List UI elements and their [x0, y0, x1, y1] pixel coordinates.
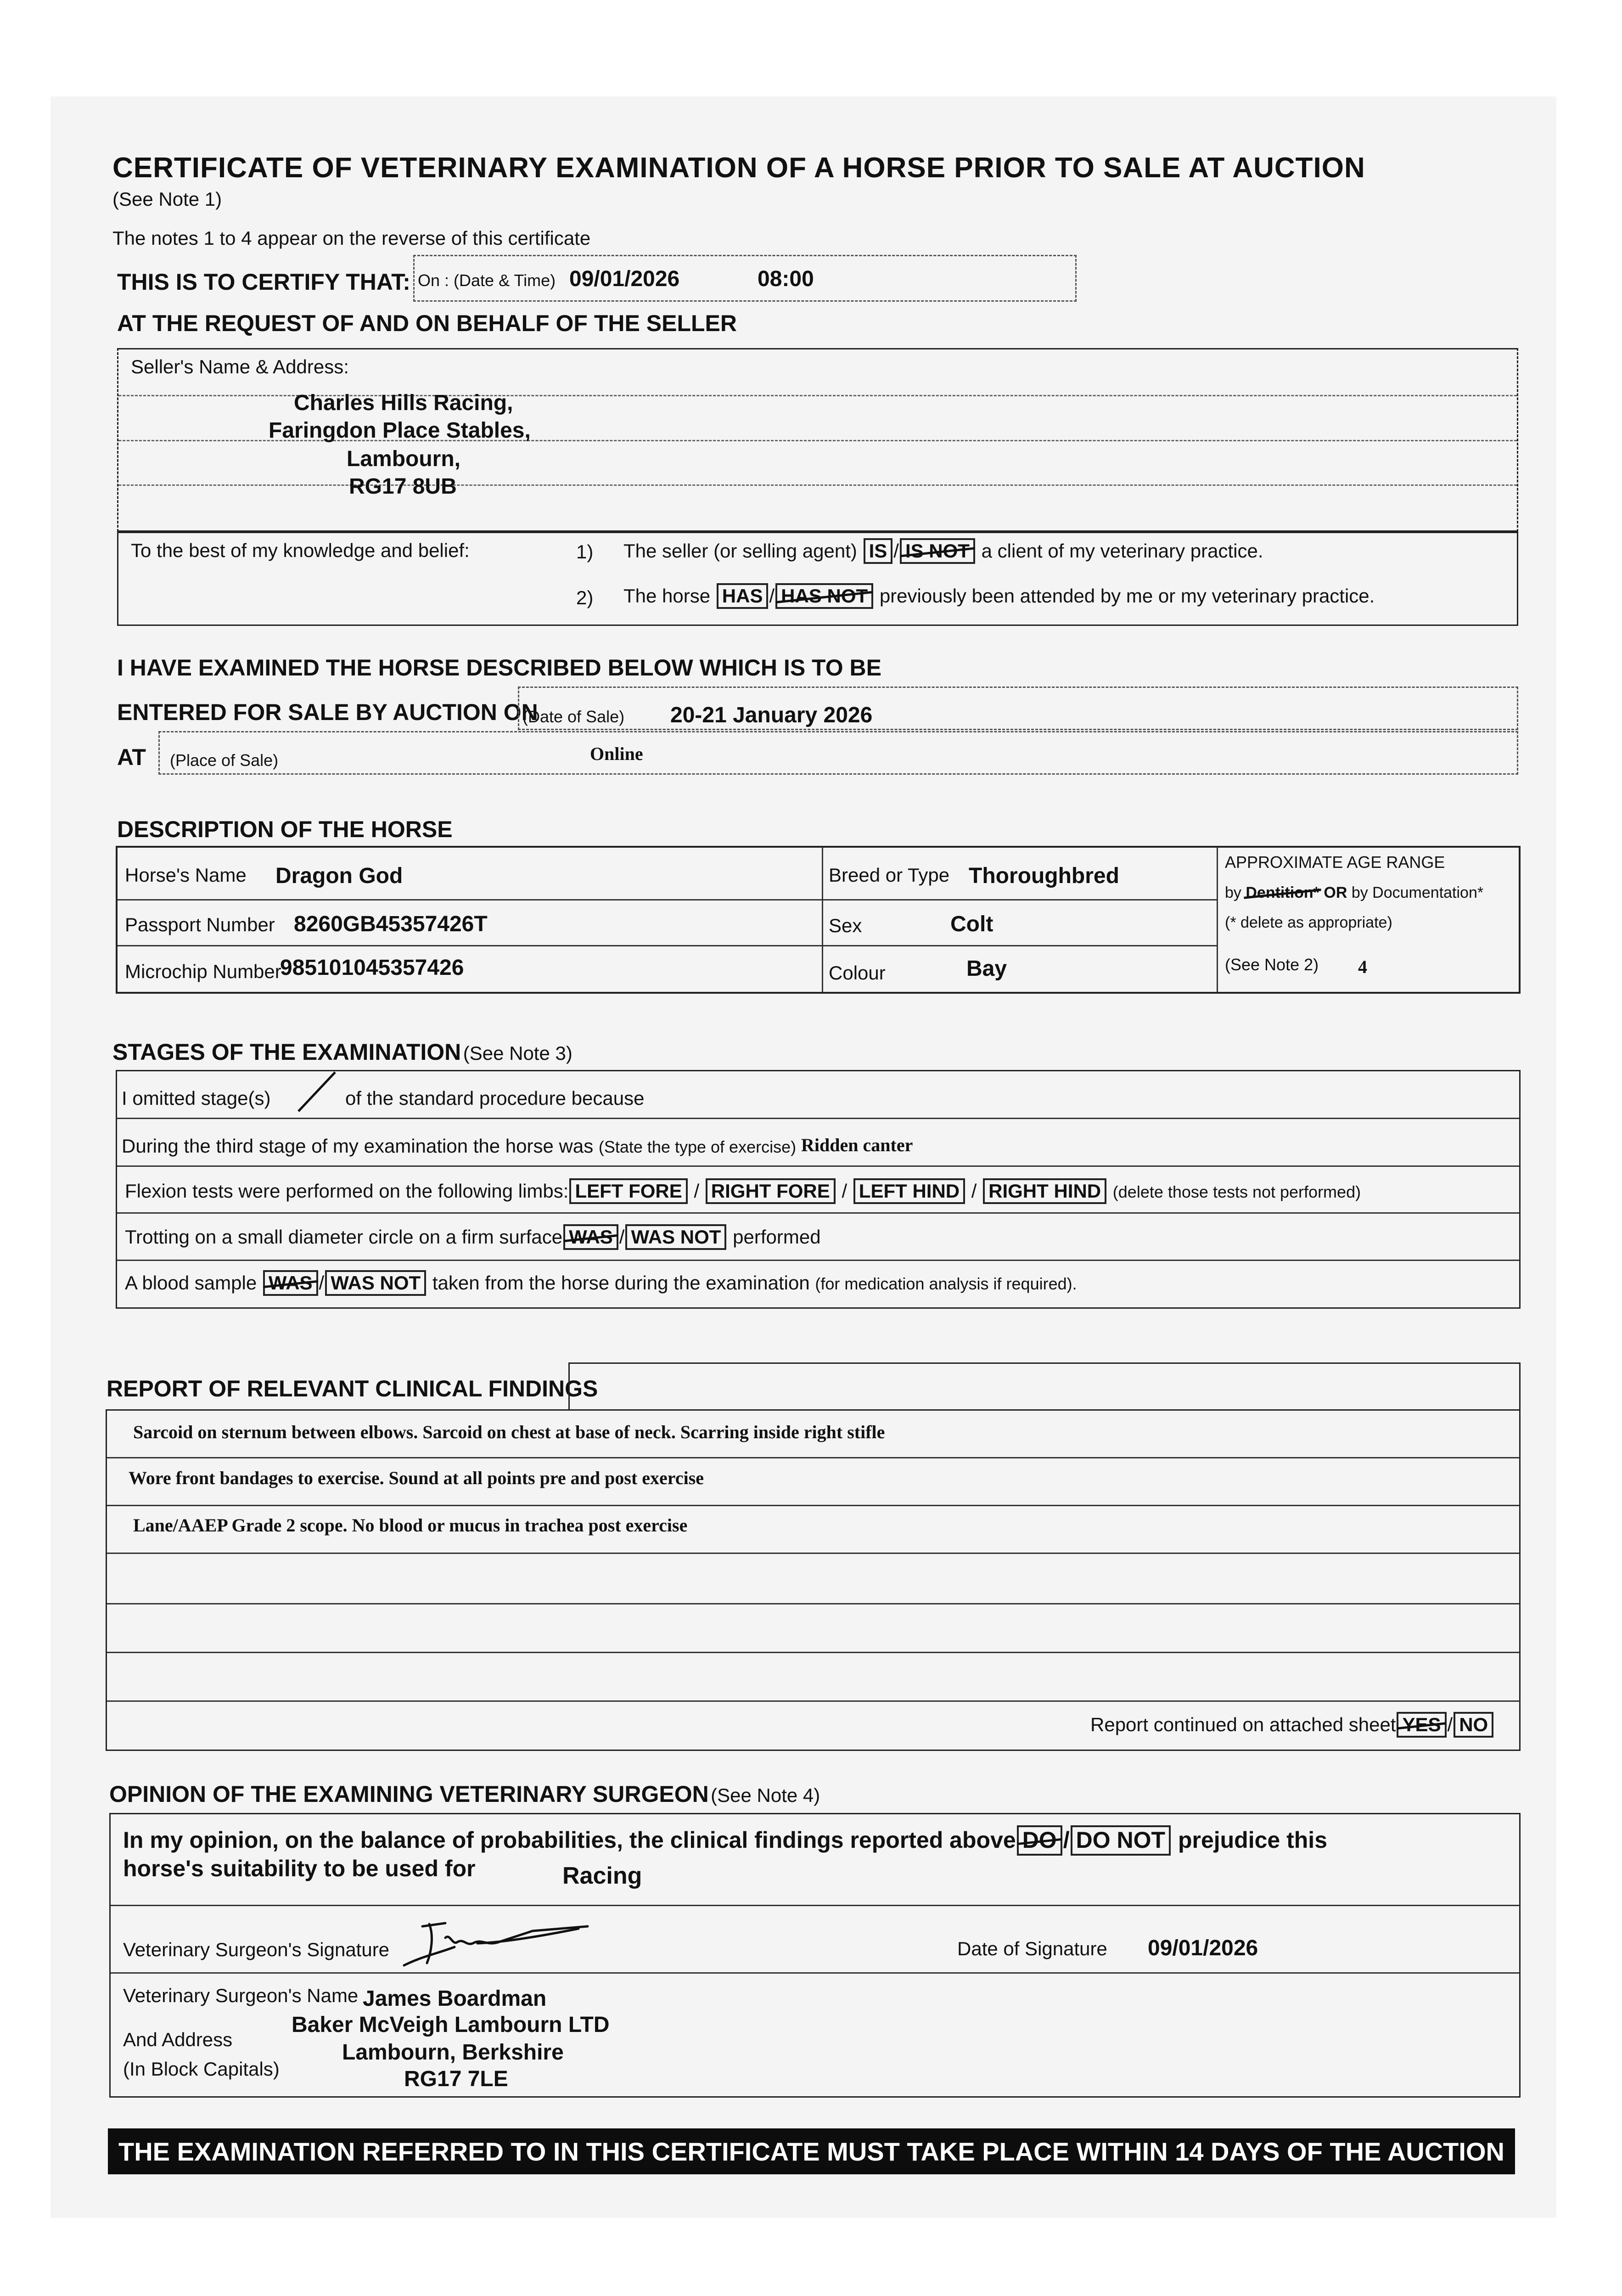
third-stage-note: (State the type of exercise) [598, 1137, 797, 1156]
stages-title: STAGES OF THE EXAMINATION [112, 1039, 461, 1065]
sale-place-label: (Place of Sale) [170, 751, 279, 770]
sale-date-box [518, 687, 1518, 730]
vet-signature[interactable] [395, 1910, 597, 1975]
opinion-line-2: horse's suitability to be used for [123, 1856, 476, 1881]
age-documentation[interactable]: by Documentation* [1351, 884, 1484, 901]
see-note-1: (See Note 1) [112, 188, 222, 210]
age-range-method [1225, 884, 1483, 902]
blood-sep: / [319, 1272, 325, 1294]
blood-was-not[interactable]: WAS NOT [325, 1270, 426, 1296]
knowledge-item-1-number: 1) [576, 541, 594, 563]
third-stage-label: During the third stage of my examination the horse was [122, 1135, 594, 1157]
omitted-stage-label: I omitted stage(s) [122, 1087, 271, 1109]
trotting-label: Trotting on a small diameter circle on a firm surface [125, 1226, 563, 1248]
at-label: AT [117, 744, 146, 770]
continued-no[interactable]: NO [1454, 1712, 1493, 1738]
opinion-sep: / [1063, 1827, 1070, 1853]
report-line-3[interactable]: Lane/AAEP Grade 2 scope. No blood or mucus in trachea post exercise [133, 1515, 688, 1536]
opinion-title-note: (See Note 4) [711, 1784, 820, 1806]
age-value[interactable]: 4 [1358, 957, 1367, 977]
trotting-row [125, 1224, 821, 1250]
blood-sample-row [125, 1270, 1077, 1296]
flexion-sep: / [694, 1180, 700, 1202]
stages-note: (See Note 3) [463, 1042, 572, 1064]
colour-label: Colour [829, 962, 886, 984]
option-separator: / [893, 540, 899, 562]
age-range-title: APPROXIMATE AGE RANGE [1225, 853, 1445, 872]
horse-section-title: DESCRIPTION OF THE HORSE [117, 816, 453, 842]
knowledge-item-2 [623, 583, 1375, 609]
continued-sep: / [1447, 1714, 1453, 1735]
knowledge-label: To the best of my knowledge and belief: [131, 540, 470, 561]
notes-line: The notes 1 to 4 appear on the reverse of this certificate [112, 227, 591, 249]
sex-value[interactable]: Colt [950, 912, 993, 936]
vet-address-line-1[interactable]: Baker McVeigh Lambourn LTD [292, 2013, 610, 2037]
age-dentition-struck[interactable]: Dentition* [1246, 884, 1319, 901]
flexion-label: Flexion tests were performed on the following limbs: [125, 1180, 569, 1202]
age-delete-note: (* delete as appropriate) [1225, 914, 1392, 931]
omitted-stage-suffix: of the standard procedure because [345, 1087, 645, 1109]
age-or: OR [1324, 884, 1347, 901]
report-line-2[interactable]: Wore front bandages to exercise. Sound at all points pre and post exercise [129, 1468, 704, 1488]
report-line-1[interactable]: Sarcoid on sternum between elbows. Sarcoid on chest at base of neck. Scarring inside right stifle [133, 1422, 885, 1442]
third-stage-row [122, 1135, 796, 1157]
knowledge-item-1 [623, 538, 1263, 564]
vet-address-line-3[interactable]: RG17 7LE [404, 2067, 508, 2091]
blood-was[interactable]: WAS [263, 1270, 318, 1296]
colour-value[interactable]: Bay [966, 957, 1007, 981]
examined-label: I HAVE EXAMINED THE HORSE DESCRIBED BELOW WHICH IS TO BE [117, 655, 881, 681]
flexion-left-fore[interactable]: LEFT FORE [569, 1178, 687, 1204]
trotting-suffix: performed [733, 1226, 821, 1248]
vet-name-value[interactable]: James Boardman [363, 1986, 547, 2011]
option-has-not[interactable]: HAS NOT [775, 583, 873, 609]
breed-value[interactable]: Thoroughbred [969, 864, 1119, 888]
seller-address-line-3[interactable]: Lambourn, [347, 447, 460, 471]
certificate-title: CERTIFICATE OF VETERINARY EXAMINATION OF A HORSE PRIOR TO SALE AT AUCTION [112, 152, 1365, 184]
exam-date[interactable]: 09/01/2026 [569, 267, 680, 291]
flexion-sep: / [971, 1180, 977, 1202]
horse-name-value[interactable]: Dragon God [275, 864, 403, 888]
seller-address-line-4[interactable]: RG17 8UB [349, 474, 457, 499]
opinion-title: OPINION OF THE EXAMINING VETERINARY SURGEON [109, 1781, 709, 1807]
sale-date-value[interactable]: 20-21 January 2026 [670, 703, 873, 727]
sale-place-box [158, 731, 1518, 775]
trotting-was[interactable]: WAS [563, 1224, 618, 1250]
opinion-text-suffix: prejudice this [1178, 1827, 1328, 1853]
flexion-delete-note: (delete those tests not performed) [1112, 1182, 1361, 1201]
opinion-line-1 [123, 1825, 1327, 1856]
passport-value[interactable]: 8260GB45357426T [294, 912, 488, 936]
report-title: REPORT OF RELEVANT CLINICAL FINDINGS [107, 1376, 598, 1401]
blood-sample-suffix: taken from the horse during the examination [432, 1272, 810, 1294]
report-continued-label: Report continued on attached sheet [1090, 1714, 1396, 1735]
knowledge-item-2-number: 2) [576, 587, 594, 608]
third-stage-value[interactable]: Ridden canter [801, 1135, 913, 1155]
report-continued-row [1090, 1712, 1494, 1738]
flexion-right-fore[interactable]: RIGHT FORE [706, 1178, 836, 1204]
passport-label: Passport Number [125, 914, 275, 935]
date-signature-value[interactable]: 09/01/2026 [1148, 1936, 1258, 1960]
opinion-do-not[interactable]: DO NOT [1071, 1825, 1171, 1856]
flexion-right-hind[interactable]: RIGHT HIND [983, 1178, 1106, 1204]
vet-name-label: Veterinary Surgeon's Name [123, 1985, 359, 2006]
report-table [106, 1409, 1521, 1751]
entered-label: ENTERED FOR SALE BY AUCTION ON [117, 699, 538, 725]
exam-time[interactable]: 08:00 [758, 267, 814, 291]
horse-attended-suffix: previously been attended by me or my veterinary practice. [879, 585, 1375, 607]
flexion-sep: / [842, 1180, 847, 1202]
blood-sample-label: A blood sample [125, 1272, 257, 1294]
vet-address-label: And Address [123, 2029, 233, 2050]
stages-heading [112, 1039, 572, 1065]
footer-notice: THE EXAMINATION REFERRED TO IN THIS CERTIFICATE MUST TAKE PLACE WITHIN 14 DAYS OF THE AUCTION [108, 2128, 1515, 2174]
microchip-value[interactable]: 985101045357426 [280, 956, 464, 980]
age-by: by [1225, 884, 1241, 901]
seller-address-line-2[interactable]: Faringdon Place Stables, [269, 418, 531, 443]
seller-client-text: The seller (or selling agent) [623, 540, 857, 562]
request-label: AT THE REQUEST OF AND ON BEHALF OF THE SELLER [117, 310, 737, 336]
sale-place-value[interactable]: Online [590, 743, 643, 764]
seller-client-suffix: a client of my veterinary practice. [981, 540, 1263, 562]
horse-name-label: Horse's Name [125, 864, 247, 886]
certify-label: THIS IS TO CERTIFY THAT: [117, 269, 410, 295]
option-is[interactable]: IS [864, 538, 893, 564]
opinion-use-value[interactable]: Racing [562, 1863, 642, 1889]
breed-label: Breed or Type [829, 864, 950, 886]
option-separator: / [769, 585, 775, 607]
continued-yes[interactable]: YES [1397, 1712, 1446, 1738]
opinion-text: In my opinion, on the balance of probabilities, the clinical findings reported above [123, 1827, 1016, 1853]
omitted-stage-dash-mark [294, 1065, 344, 1116]
microchip-label: Microchip Number [125, 961, 281, 982]
datetime-label: On : (Date & Time) [418, 271, 556, 290]
signature-label: Veterinary Surgeon's Signature [123, 1939, 390, 1960]
trotting-sep: / [619, 1226, 625, 1248]
age-see-note: (See Note 2) [1225, 955, 1319, 974]
opinion-do[interactable]: DO [1017, 1825, 1062, 1856]
flexion-row [125, 1178, 1361, 1204]
opinion-heading [109, 1781, 820, 1807]
flexion-left-hind[interactable]: LEFT HIND [853, 1178, 965, 1204]
option-has[interactable]: HAS [717, 583, 769, 609]
date-signature-label: Date of Signature [957, 1938, 1107, 1959]
blood-sample-note: (for medication analysis if required). [815, 1274, 1077, 1293]
seller-label: Seller's Name & Address: [131, 356, 349, 377]
option-is-not[interactable]: IS NOT [900, 538, 975, 564]
report-title-box [568, 1362, 1521, 1409]
sale-date-label: (Date of Sale) [522, 707, 625, 726]
vet-address-line-2[interactable]: Lambourn, Berkshire [342, 2040, 564, 2065]
seller-address-line-1[interactable]: Charles Hills Racing, [294, 391, 513, 415]
sex-label: Sex [829, 915, 862, 936]
horse-attended-text: The horse [623, 585, 711, 607]
trotting-was-not[interactable]: WAS NOT [625, 1224, 726, 1250]
block-capitals-label: (In Block Capitals) [123, 2058, 280, 2080]
